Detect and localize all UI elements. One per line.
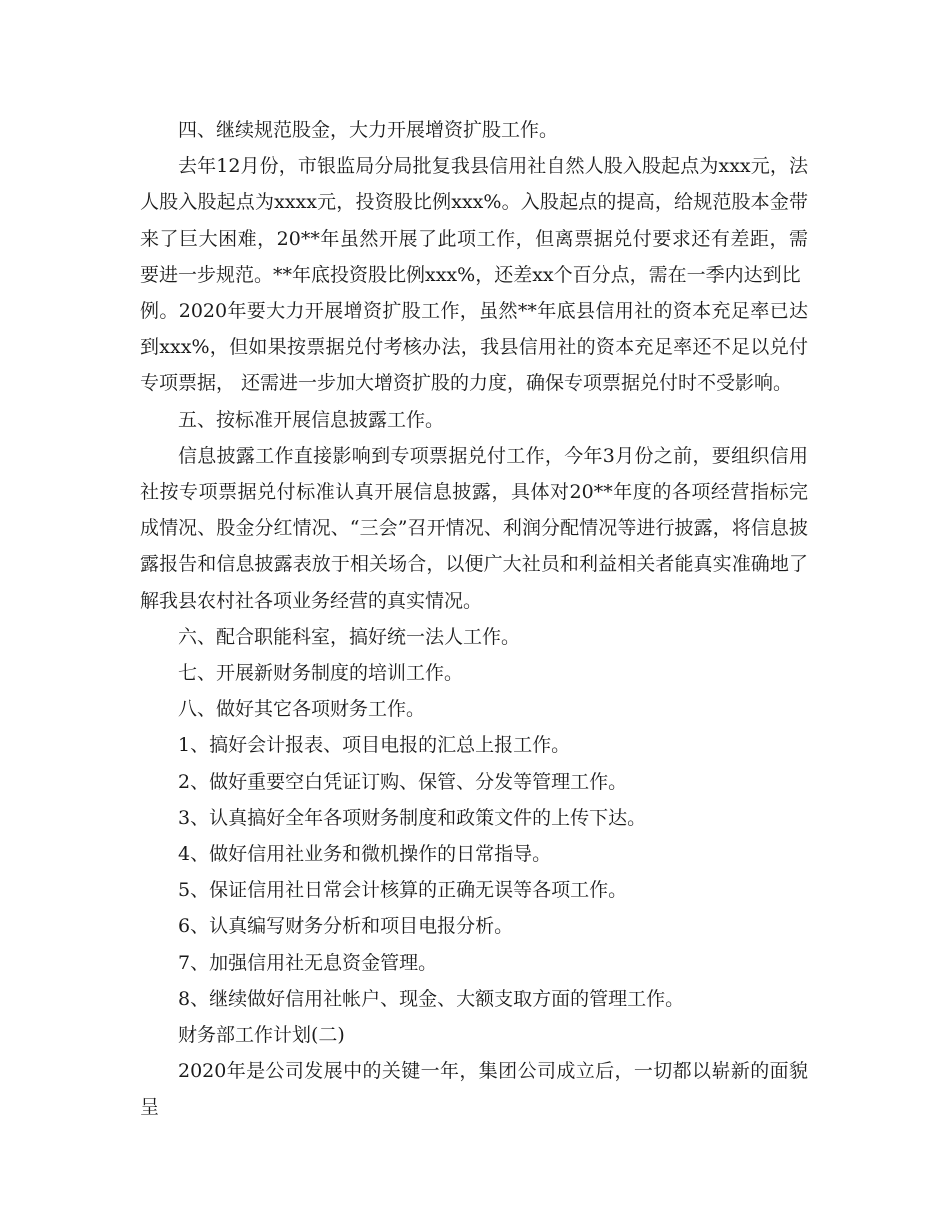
paragraph-share-capital-continued: 例。2020年要大力开展增资扩股工作，虽然**年底县信用社的资本充足率已达到xxx%，但如果按票据兑付考核办法，我县信用社的资本充足率还不足以兑付专项票据， 还需进一步加大增资扩股的力度，确保专项票据兑付时不受影响。 [140, 300, 808, 395]
list-item-5: 5、保证信用社日常会计核算的正确无误等各项工作。 [178, 879, 628, 902]
list-item-3: 3、认真搞好全年各项财务制度和政策文件的上传下达。 [178, 806, 647, 829]
list-item-4: 4、做好信用社业务和微机操作的日常指导。 [178, 843, 552, 866]
list-item-1: 1、搞好会计报表、项目电报的汇总上报工作。 [178, 734, 571, 757]
paragraph-disclosure: 信息披露工作直接影响到专项票据兑付工作，今年3月份之前，要组织信用社按专项票据兑付标准认真开展信息披露，具体对20**年度的各项经营指标完成情况、股金分红情况、“三会”召开情况、利润分配情况等进行披露，将信息披露报告和信息披露表放于相关场合，以便广大社员和利益相关者能真实准确地了解我县农村社各项业务经营的真实情况。 [140, 444, 808, 612]
section-heading-6: 六、配合职能科室，搞好统一法人工作。 [178, 625, 521, 648]
section-heading-8: 八、做好其它各项财务工作。 [178, 698, 426, 721]
section-heading-4: 四、继续规范股金，大力开展增资扩股工作。 [178, 119, 559, 141]
document-subtitle: 财务部工作计划(二) [178, 1024, 345, 1047]
section-heading-7: 七、开展新财务制度的培训工作。 [178, 662, 464, 685]
list-item-6: 6、认真编写财务分析和项目电报分析。 [178, 915, 514, 938]
list-item-7: 7、加强信用社无息资金管理。 [178, 951, 438, 974]
paragraph-2020-intro: 2020年是公司发展中的关键一年，集团公司成立后，一切都以崭新的面貌呈 [140, 1060, 808, 1119]
section-heading-5: 五、按标准开展信息披露工作。 [178, 408, 445, 431]
list-item-2: 2、做好重要空白凭证订购、保管、分发等管理工作。 [178, 770, 628, 793]
document-body [140, 112, 808, 1126]
paragraph-share-capital: 去年12月份，市银监局分局批复我县信用社自然人股入股起点为xxx元，法人股入股起点为xxxx元，投资股比例xxx%。入股起点的提高，给规范股本金带来了巨大困难，20**年虽然开展了此项工作，但离票据兑付要求还有差距，需要进一步规范。**年底投资股比例xxx%，还差xx个百分点，需在一季内达到比 [140, 155, 808, 286]
list-item-8: 8、继续做好信用社帐户、现金、大额支取方面的管理工作。 [178, 987, 685, 1010]
